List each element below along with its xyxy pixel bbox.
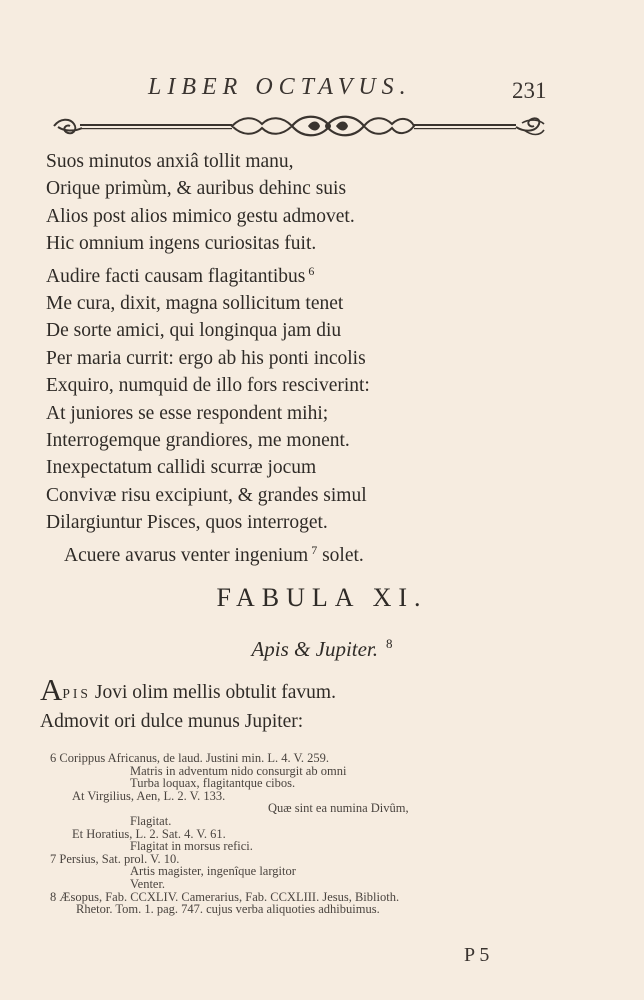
verse-line-text: Acuere avarus venter ingenium	[64, 544, 309, 566]
verse-line: Convivæ risu excipiunt, & grandes simul	[46, 484, 367, 506]
verse-line: Interrogemque grandiores, me monent.	[46, 430, 350, 452]
footnote-line: 8 Æsopus, Fab. CCXLIV. Camerarius, Fab. CCXLIII. Jesus, Biblioth.	[50, 889, 400, 904]
footnote-line: Rhetor. Tom. 1. pag. 747. cujus verba aliquoties adhibuimus.	[76, 902, 380, 917]
running-title: LIBER OCTAVUS.	[148, 74, 412, 100]
page-number: 231	[512, 78, 547, 103]
footnote-line: At Virgilius, Aen, L. 2. V. 133.	[72, 788, 226, 803]
verse-line-text: Audire facti causam flagitantibus	[46, 265, 306, 287]
verse-line: Suos minutos anxiâ tollit manu,	[46, 151, 294, 172]
footnotes	[50, 752, 610, 916]
small-caps-word: PIS	[62, 686, 91, 701]
verse-line-text: Jovi olim mellis obtulit favum.	[94, 682, 336, 703]
verse-line: Dilargiuntur Pisces, quos interroget.	[46, 512, 328, 534]
verse-line	[46, 537, 566, 569]
verse-line: Per maria currit: ergo ab his ponti incolis	[46, 347, 366, 369]
footnote-line: Et Horatius, L. 2. Sat. 4. V. 61.	[72, 826, 226, 841]
footnote-line: 6 Corippus Africanus, de laud. Justini min. L. 4. V. 259.	[50, 751, 330, 765]
footnote-ref-6: 6	[308, 263, 315, 278]
verse-line: Orique primùm, & auribus dehinc suis	[46, 178, 347, 200]
fable-subtitle-text: Apis & Jupiter.	[251, 637, 379, 661]
verse-line	[40, 672, 580, 708]
footnote-line: Flagitat.	[130, 813, 172, 828]
verse-line: Admovit ori dulce munus Jupiter:	[40, 711, 304, 732]
footnote-line: Quæ sint ea numina Divûm,	[268, 801, 409, 816]
verse-line: De sorte amici, qui longinqua jam diu	[46, 320, 342, 342]
footnote-line: Artis magister, ingenîque largitor	[130, 864, 296, 879]
fable-text	[40, 672, 580, 736]
verse-line: Alios post alios mimico gestu admovet.	[46, 205, 355, 227]
signature-mark: P 5	[464, 944, 490, 966]
footnote-line: Flagitat in morsus refici.	[130, 839, 253, 854]
footnote-line: Turba loquax, flagitantque cibos.	[130, 776, 296, 791]
verse-line: Inexpectatum callidi scurræ jocum	[46, 457, 317, 479]
poem-text	[46, 148, 566, 569]
verse-line: Hic omnium ingens curiositas fuit.	[46, 233, 317, 255]
fable-heading: FABULA XI.	[216, 583, 428, 612]
footnote-line: 7 Persius, Sat. prol. V. 10.	[50, 851, 180, 866]
footnote-ref-7: 7	[311, 542, 318, 557]
footnote-line: Venter.	[130, 876, 166, 891]
fable-subtitle	[0, 636, 644, 662]
verse-line	[46, 258, 566, 290]
verse-line: Exquiro, numquid de illo fors resciverint:	[46, 375, 370, 397]
footnote-line: Matris in adventum nido consurgit ab omni	[130, 763, 347, 778]
drop-capital: A	[40, 672, 63, 707]
footnote-ref-8: 8	[386, 636, 393, 651]
printers-ornament-icon	[52, 114, 546, 144]
verse-line: Me cura, dixit, magna sollicitum tenet	[46, 293, 344, 315]
verse-line-end: solet.	[322, 544, 364, 566]
verse-line: At juniores se esse respondent mihi;	[46, 402, 329, 424]
